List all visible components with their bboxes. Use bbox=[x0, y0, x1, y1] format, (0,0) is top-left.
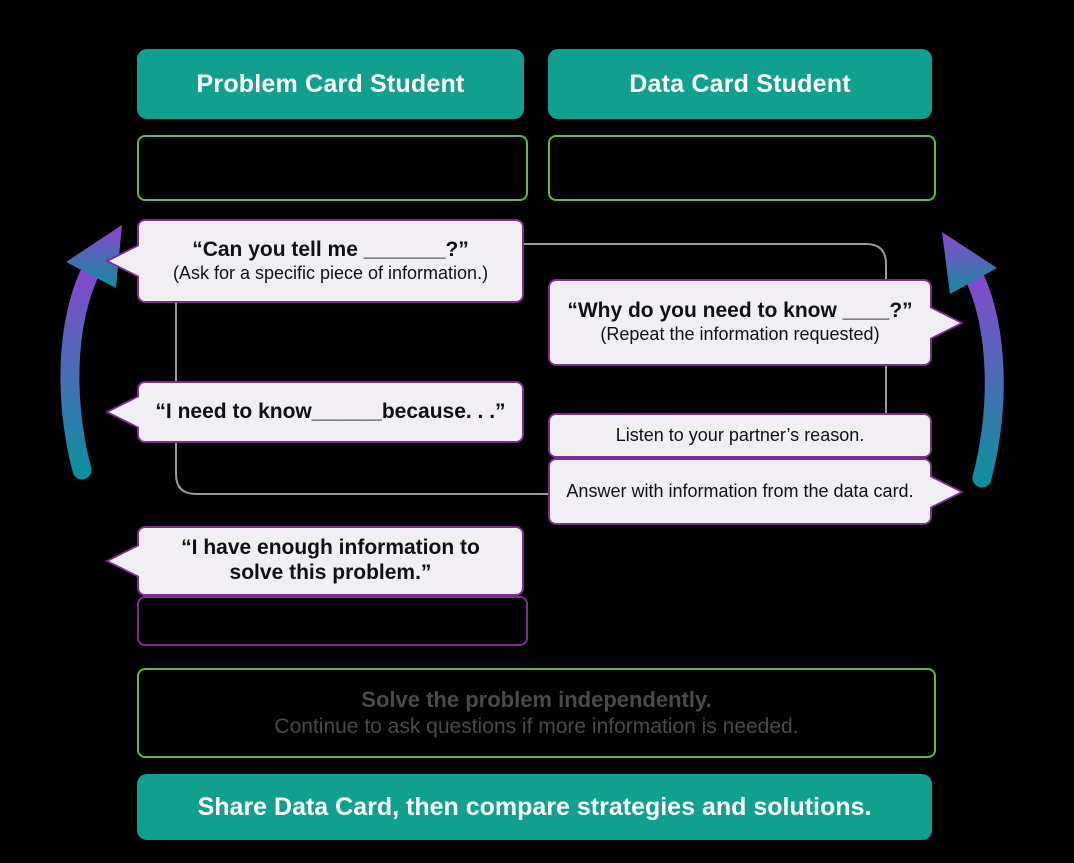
bubble-need-line1: “I need to know______because. . .” bbox=[155, 399, 506, 423]
blank-box-problem-card bbox=[137, 135, 528, 201]
cycle-arrow-right bbox=[942, 232, 997, 478]
header-problem-card-student bbox=[137, 49, 524, 119]
solve-independently-line2: Continue to ask questions if more information is needed. bbox=[274, 714, 799, 738]
bubble-i-need-to-know-because bbox=[137, 381, 524, 443]
header-problem-card-student-label: Problem Card Student bbox=[196, 69, 465, 98]
bubble-why-do-you-need-to-know bbox=[548, 279, 932, 366]
bubble-i-have-enough-information bbox=[137, 526, 524, 596]
bubble-ask-line2: (Ask for a specific piece of information.) bbox=[172, 262, 489, 283]
box-share-data-card bbox=[137, 774, 932, 840]
bubble-answer-with-information bbox=[548, 458, 932, 525]
header-data-card-student bbox=[548, 49, 932, 119]
bubble-why-line1: “Why do you need to know ____?” bbox=[567, 299, 913, 323]
blank-box-data-card bbox=[548, 135, 936, 201]
bubble-listen-to-partner-reason bbox=[548, 413, 932, 458]
blank-box-purple bbox=[137, 596, 528, 646]
bubble-enough-line1: “I have enough information to solve this problem.” bbox=[181, 536, 480, 584]
solve-independently-line1: Solve the problem independently. bbox=[361, 687, 712, 713]
share-data-card-label: Share Data Card, then compare strategies and solutions. bbox=[197, 792, 872, 821]
header-data-card-student-label: Data Card Student bbox=[629, 69, 851, 98]
box-solve-independently bbox=[137, 668, 936, 758]
bubble-why-line2: (Repeat the information requested) bbox=[600, 324, 880, 345]
bubble-answer-line1: Answer with information from the data card. bbox=[566, 481, 914, 502]
bubble-ask-for-information bbox=[137, 219, 524, 303]
bubble-ask-line1: “Can you tell me _______?” bbox=[192, 237, 469, 261]
bubble-listen-line1: Listen to your partner’s reason. bbox=[615, 425, 865, 446]
